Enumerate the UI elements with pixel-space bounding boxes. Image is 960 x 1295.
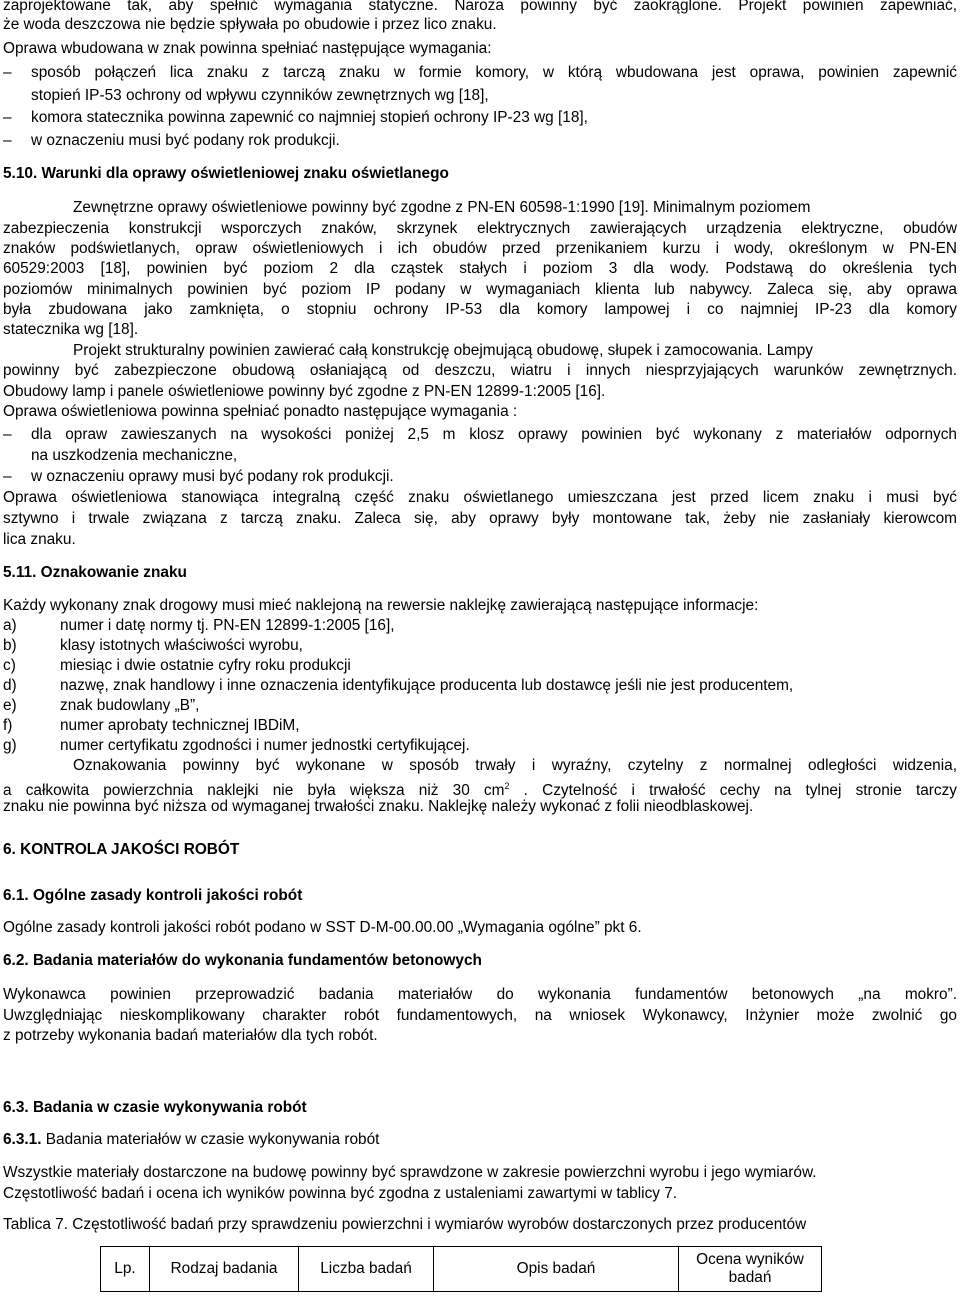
paragraph-line: statecznika wg [18]. bbox=[3, 321, 139, 338]
table-header-cell: Opis badań bbox=[434, 1247, 679, 1292]
list-marker: b) bbox=[3, 637, 17, 654]
paragraph-line: zaprojektowane tak, aby spełnić wymagania statyczne. Naroża powinny być zaokrąglone. Projekt powinien zapewniać, bbox=[3, 0, 957, 14]
section-heading: 6.1. Ogólne zasady kontroli jakości robót bbox=[3, 887, 303, 904]
bullet-text: w oznaczeniu musi być podany rok produkcji. bbox=[31, 132, 340, 149]
paragraph-line: znaku nie powinna być niższa od wymaganej trwałości znaku. Naklejkę należy wykonać z folii nieodblaskowej. bbox=[3, 798, 754, 815]
table-7 bbox=[100, 1246, 822, 1292]
dash-bullet: – bbox=[3, 426, 12, 443]
subsection-heading: 6.3.1. Badania materiałów w czasie wykonywania robót bbox=[3, 1131, 380, 1148]
list-text: numer aprobaty technicznej IBDiM, bbox=[60, 717, 300, 734]
paragraph-line: Oprawa wbudowana w znak powinna spełniać następujące wymagania: bbox=[3, 40, 492, 57]
list-text: znak budowlany „B”, bbox=[60, 697, 200, 714]
list-marker: a) bbox=[3, 617, 17, 634]
list-text: numer certyfikatu zgodności i numer jednostki certyfikującej. bbox=[60, 737, 470, 754]
list-text: numer i datę normy tj. PN-EN 12899-1:2005 [16], bbox=[60, 617, 395, 634]
paragraph-line: z potrzeby wykonania badań materiałów dla tych robót. bbox=[3, 1027, 378, 1044]
bullet-text: w oznaczeniu oprawy musi być podany rok produkcji. bbox=[31, 468, 394, 485]
paragraph-line: Wszystkie materiały dostarczone na budowę powinny być sprawdzone w zakresie powierzchni wyrobu i jego wymiarów. bbox=[3, 1164, 817, 1181]
list-marker: g) bbox=[3, 737, 17, 754]
chapter-heading: 6. KONTROLA JAKOŚCI ROBÓT bbox=[3, 841, 240, 858]
paragraph-line: Ogólne zasady kontroli jakości robót podano w SST D-M-00.00.00 „Wymagania ogólne” pkt 6. bbox=[3, 919, 642, 936]
paragraph-line: Zewnętrzne oprawy oświetleniowe powinny być zgodne z PN-EN 60598-1:1990 [19]. Minimalnym poziomem bbox=[73, 199, 811, 216]
dash-bullet: – bbox=[3, 132, 12, 149]
bullet-text: na uszkodzenia mechaniczne, bbox=[31, 447, 238, 464]
dash-bullet: – bbox=[3, 109, 12, 126]
section-heading: 6.2. Badania materiałów do wykonania fundamentów betonowych bbox=[3, 952, 482, 969]
paragraph-line: Uwzględniając nieskomplikowany charakter robót fundamentowych, na wniosek Wykonawcy, Inżynier może zwolnić go bbox=[3, 1007, 957, 1024]
list-text: klasy istotnych właściwości wyrobu, bbox=[60, 637, 303, 654]
paragraph-line: znaków podświetlanych, opraw oświetleniowych i ich obudów przed przenikaniem kurzu i wody, określonym w PN-EN bbox=[3, 240, 957, 257]
bullet-text: komora statecznika powinna zapewnić co najmniej stopień ochrony IP-23 wg [18], bbox=[31, 109, 588, 126]
list-text: miesiąc i dwie ostatnie cyfry roku produkcji bbox=[60, 657, 351, 674]
paragraph-line: poziomów minimalnych powinien być poziom IP podany w wymaganiach klienta lub nabywcy. Zaleca się, aby oprawa bbox=[3, 281, 957, 298]
section-heading: 6.3. Badania w czasie wykonywania robót bbox=[3, 1099, 307, 1116]
bullet-text: dla opraw zawieszanych na wysokości poniżej 2,5 m klosz oprawy powinien być wykonany z materiałów odpornych bbox=[31, 426, 957, 443]
paragraph-line: że woda deszczowa nie będzie spływała po obudowie i przez lico znaku. bbox=[3, 16, 497, 33]
paragraph-line: Oprawa oświetleniowa stanowiąca integralną część znaku oświetlanego umieszczana jest przed licem znaku i musi być bbox=[3, 489, 957, 506]
bullet-text: sposób połączeń lica znaku z tarczą znaku w formie komory, w którą wbudowana jest oprawa, powinien zapewnić bbox=[31, 64, 957, 81]
paragraph-line: Obudowy lamp i panele oświetleniowe powinny być zgodne z PN-EN 12899-1:2005 [16]. bbox=[3, 383, 606, 400]
dash-bullet: – bbox=[3, 64, 12, 81]
paragraph-line: 60529:2003 [18], powinien być poziom 2 dla cząstek stałych i poziom 3 dla wody. Podstawą do określenia tych bbox=[3, 260, 957, 277]
paragraph-line: zabezpieczenia konstrukcji wsporczych znaków, skrzynek elektrycznych zawierających urządzenia elektryczne, obudów bbox=[3, 220, 957, 237]
list-marker: d) bbox=[3, 677, 17, 694]
paragraph-line: Oprawa oświetleniowa powinna spełniać ponadto następujące wymagania : bbox=[3, 403, 518, 420]
paragraph-line: powinny być zabezpieczone obudową osłaniającą od deszczu, wiatru i innych niesprzyjających warunków zewnętrznych. bbox=[3, 362, 957, 379]
list-marker: f) bbox=[3, 717, 13, 734]
table-header-cell: Liczba badań bbox=[299, 1247, 434, 1292]
table-header-cell: Lp. bbox=[101, 1247, 150, 1292]
table-caption: Tablica 7. Częstotliwość badań przy sprawdzeniu powierzchni i wymiarów wyrobów dostarczonych przez producentów bbox=[3, 1216, 807, 1233]
paragraph-line: a całkowita powierzchnia naklejki nie była większa niż 30 $cm^2$ . Czytelność i trwałość cechy na tylnej stronie tarczy bbox=[3, 781, 957, 799]
table-header-cell: Rodzaj badania bbox=[150, 1247, 299, 1292]
section-heading: 5.11. Oznakowanie znaku bbox=[3, 564, 187, 581]
dash-bullet: – bbox=[3, 468, 12, 485]
paragraph-line: Częstotliwość badań i ocena ich wyników powinna być zgodna z ustaleniami zawartymi w tablicy 7. bbox=[3, 1185, 678, 1202]
paragraph-line: była zbudowana jako zamknięta, o stopniu ochrony IP-53 dla komory lampowej i co najmniej IP-23 dla komory bbox=[3, 301, 957, 318]
list-marker: e) bbox=[3, 697, 17, 714]
bullet-text: stopień IP-53 ochrony od wpływu czynników zewnętrznych wg [18], bbox=[31, 87, 489, 104]
paragraph-line: lica znaku. bbox=[3, 531, 76, 548]
paragraph-line: sztywno i trwale związana z tarczą znaku. Zaleca się, aby oprawy były montowane tak, żeby nie zasłaniały kierowcom bbox=[3, 510, 957, 527]
paragraph-line: Projekt strukturalny powinien zawierać całą konstrukcję obejmującą obudowę, słupek i zamocowania. Lampy bbox=[73, 342, 813, 359]
paragraph-line: Każdy wykonany znak drogowy musi mieć naklejoną na rewersie naklejkę zawierającą następujące informacje: bbox=[3, 597, 759, 614]
list-text: nazwę, znak handlowy i inne oznaczenia identyfikujące producenta lub dostawcę jeśli nie jest producentem, bbox=[60, 677, 794, 694]
table-header-row bbox=[101, 1247, 822, 1292]
paragraph-line: Wykonawca powinien przeprowadzić badania materiałów do wykonania fundamentów betonowych „na mokro”. bbox=[3, 986, 957, 1003]
list-marker: c) bbox=[3, 657, 16, 674]
section-heading: 5.10. Warunki dla oprawy oświetleniowej znaku oświetlanego bbox=[3, 165, 449, 182]
paragraph-line: Oznakowania powinny być wykonane w sposób trwały i wyraźny, czytelny z normalnej odległości widzenia, bbox=[73, 757, 957, 774]
table-header-cell: Ocena wyników badań bbox=[679, 1247, 822, 1292]
